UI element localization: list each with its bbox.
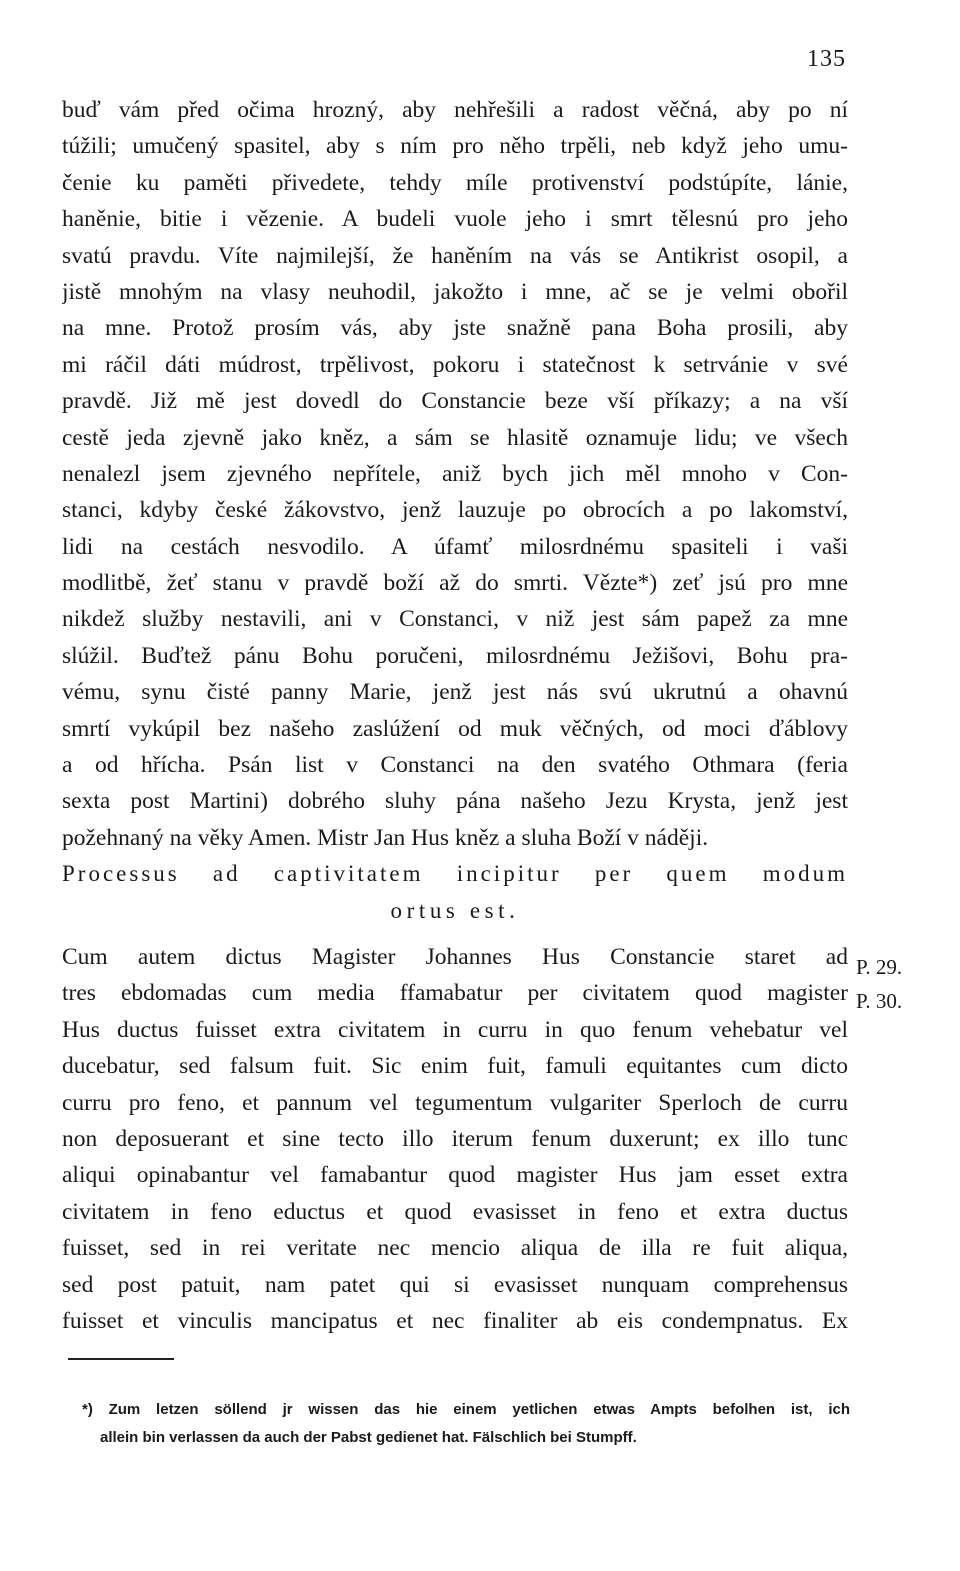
text-line: túžili; umučený spasitel, aby s ním pro něho trpěli, neb když jeho umu- <box>62 133 848 160</box>
text-line: lidi na cestách nesvodilo. A úfamť milosrdnému spasiteli i vaši <box>62 533 848 560</box>
text-line: smrtí vykúpil bez našeho zaslúžení od muk věčných, od moci ďáblovy <box>62 715 848 742</box>
footnote <box>82 1396 850 1452</box>
page-number: 135 <box>807 46 846 72</box>
text-line: mi ráčil dáti múdrost, trpělivost, pokoru i statečnost k setrvánie v své <box>62 351 848 378</box>
text-line: haněnie, bitie i vězenie. A budeli vuole jeho i smrt tělesnú pro jeho <box>62 206 848 233</box>
text-line: fuisset et vinculis mancipatus et nec finaliter ab eis condempnatus. Ex <box>62 1307 848 1334</box>
marginal-page-reference: P. 30. <box>856 989 903 1013</box>
text-line: modlitbě, žeť stanu v pravdě boží až do smrti. Vězte*) zeť jsú pro mne <box>62 570 848 597</box>
text-line: curru pro feno, et pannum vel tegumentum vulgariter Sperloch de curru <box>62 1089 848 1116</box>
footnote-rule <box>68 1358 174 1360</box>
text-line: nikdež služby nestavili, ani v Constanci, v niž jest sám papež za mne <box>62 606 848 633</box>
text-line: a od hřícha. Psán list v Constanci na den svatého Othmara (feria <box>62 752 848 779</box>
text-line: ducebatur, sed falsum fuit. Sic enim fuit, famuli equitantes cum dicto <box>62 1053 848 1080</box>
text-line: civitatem in feno eductus et quod evasisset in feno et extra ductus <box>62 1198 848 1225</box>
marginal-page-reference: P. 29. <box>856 955 903 979</box>
text-line: buď vám před očima hrozný, aby nehřešili a radost věčná, aby po ní <box>62 97 848 123</box>
text-line: sed post patuit, nam patet qui si evasisset nunquam comprehensus <box>62 1271 848 1298</box>
text-line: vému, synu čisté panny Marie, jenž jest nás svú ukrutnú a ohavnú <box>62 679 848 706</box>
text-line: na mne. Protož prosím vás, aby jste snažně pana Boha prosili, aby <box>62 315 848 342</box>
text-line: aliqui opinabantur vel famabantur quod magister Hus jam esset extra <box>62 1162 848 1189</box>
text-line: Cum autem dictus Magister Johannes Hus Constancie staret ad <box>62 944 848 970</box>
footnote-line: allein bin verlassen da auch der Pabst gedienet hat. Fälschlich bei Stumpff. <box>100 1429 637 1446</box>
section-heading: Processus ad captivitatem incipitur per quem modum <box>62 861 848 886</box>
czech-letter-text <box>62 92 848 856</box>
text-line: svatú pravdu. Víte najmilejší, že haněním na vás se Antikrist osopil, a <box>62 242 848 269</box>
text-line: jistě mnohým na vlasy neuhodil, jakožto i mne, ač se je velmi obořil <box>62 278 848 305</box>
footnote-line: *) Zum letzen söllend jr wissen das hie einem yetlichen etwas Ampts befolhen ist, ich <box>82 1401 850 1418</box>
text-line: nenalezl jsem zjevného nepřítele, aniž bych jich měl mnoho v Con- <box>62 460 848 487</box>
text-line: požehnaný na věky Amen. Mistr Jan Hus kněz a sluha Boží v náději. <box>62 824 709 851</box>
text-line: fuisset, sed in rei veritate nec mencio aliqua de illa re fuit aliqua, <box>62 1235 848 1262</box>
text-line: Hus ductus fuisset extra civitatem in curru in quo fenum vehebatur vel <box>62 1016 848 1043</box>
text-line: cestě jeda zjevně jako kněz, a sám se hlasitě oznamuje lidu; ve všech <box>62 424 848 451</box>
text-line: pravdě. Již mě jest dovedl do Constancie beze vší příkazy; a na vší <box>62 388 848 415</box>
text-line: non deposuerant et sine tecto illo iterum fenum duxerunt; ex illo tunc <box>62 1125 848 1152</box>
text-line: tres ebdomadas cum media ffamabatur per civitatem quod magister <box>62 980 848 1007</box>
text-line: slúžil. Buďtež pánu Bohu poručeni, milosrdnému Ježišovi, Bohu pra- <box>62 642 848 669</box>
text-line: sexta post Martini) dobrého sluhy pána našeho Jezu Krysta, jenž jest <box>62 788 848 815</box>
section-heading-continuation: ortus est. <box>390 898 520 923</box>
latin-text <box>62 939 848 1339</box>
text-line: čenie ku paměti přivedete, tehdy míle protivenství podstúpíte, lánie, <box>62 169 848 196</box>
text-line: stanci, kdyby české žákovstvo, jenž lauzuje po obrocích a po lakomství, <box>62 497 848 524</box>
